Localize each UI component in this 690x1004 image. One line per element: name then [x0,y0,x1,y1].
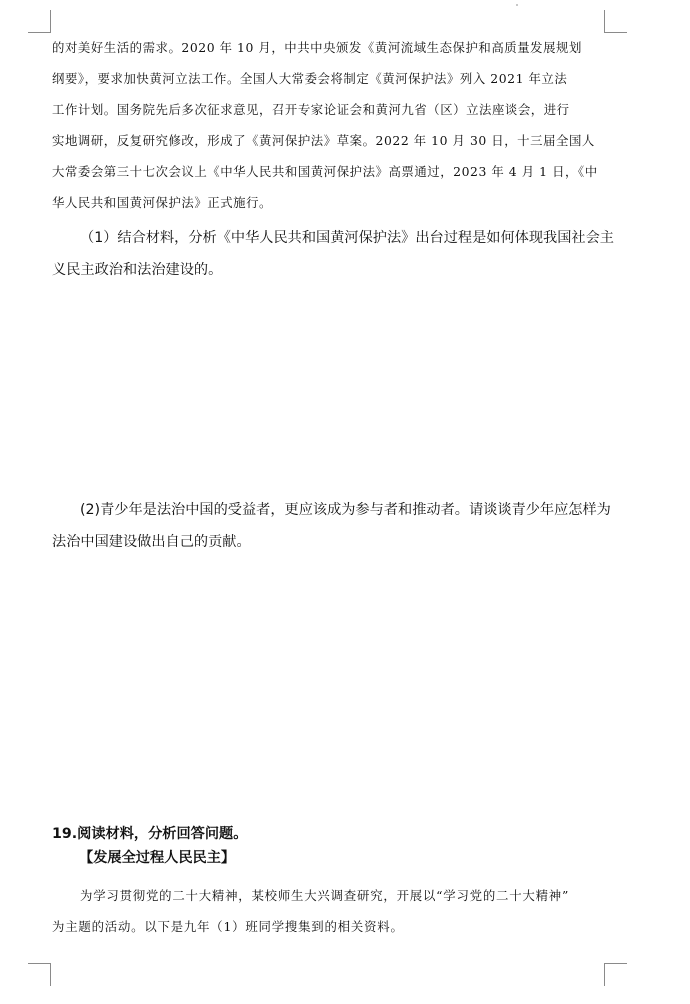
question-line: （1）结合材料，分析《中华人民共和国黄河保护法》出台过程是如何体现我国社会主 [80,230,614,246]
material-line: 华人民共和国黄河保护法》正式施行。 [52,195,272,210]
margin-mark-bottom-right [604,963,627,986]
question-line: 义民主政治和法治建设的。 [52,262,223,278]
material-line: 为学习贯彻党的二十大精神，某校师生大兴调查研究，开展以“学习党的二十大精神” [80,888,570,903]
material-line: 实地调研，反复研究修改，形成了《黄河保护法》草案。2022 年 10 月 30 日，十三届全国人 [52,133,595,148]
topic-title: 【发展全过程人民民主】 [79,850,236,866]
margin-mark-bottom-left [28,963,51,986]
material-line: 工作计划。国务院先后多次征求意见，召开专家论证会和黄河九省（区）立法座谈会，进行 [52,102,570,117]
material-line: 大常委会第三十七次会议上《中华人民共和国黄河保护法》高票通过，2023 年 4 月 1 日，《中 [52,164,598,179]
material-line: 纲要》，要求加快黄河立法工作。全国人大常委会将制定《黄河保护法》列入 2021 年立法 [52,71,568,86]
question-heading: 19.阅读材料，分析回答问题。 [52,826,248,842]
material-line: 为主题的活动。以下是九年（1）班同学搜集到的相关资料。 [52,919,404,934]
speck [516,4,518,6]
question-line: 法治中国建设做出自己的贡献。 [52,534,251,550]
margin-mark-top-left [28,10,51,33]
question-line: (2)青少年是法治中国的受益者，更应该成为参与者和推动者。请谈谈青少年应怎样为 [80,502,611,518]
material-line: 的对美好生活的需求。2020 年 10 月，中共中央颁发《黄河流域生态保护和高质量发展规划 [52,40,582,55]
margin-mark-top-right [604,10,627,33]
